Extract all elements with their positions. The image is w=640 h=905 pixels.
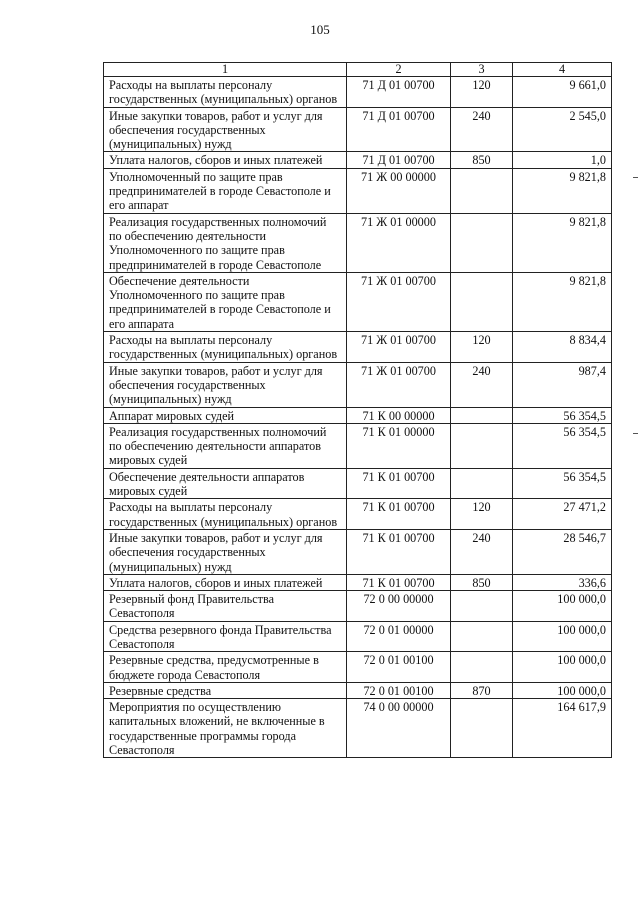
amount-cell: 2 545,0 <box>513 107 612 152</box>
table-row <box>104 407 612 423</box>
amount-cell: 8 834,4 <box>513 332 612 363</box>
target-code-cell: 72 0 00 00000 <box>347 591 451 622</box>
column-header: 1 <box>104 63 347 77</box>
expense-type-cell: 850 <box>451 574 513 590</box>
expense-type-cell <box>451 699 513 758</box>
expense-name-cell: Средства резервного фонда Правительства Севастополя <box>104 621 347 652</box>
expense-type-cell <box>451 407 513 423</box>
amount-cell: 987,4 <box>513 362 612 407</box>
amount-cell: 56 354,5 <box>513 423 612 468</box>
target-code-cell: 71 Ж 01 00700 <box>347 362 451 407</box>
table-row <box>104 529 612 574</box>
amount-cell: 9 821,8 <box>513 272 612 331</box>
target-code-cell: 71 Ж 01 00000 <box>347 213 451 272</box>
target-code-cell: 71 Ж 00 00000 <box>347 168 451 213</box>
target-code-cell: 71 Д 01 00700 <box>347 152 451 168</box>
table-row <box>104 77 612 108</box>
expense-name-cell: Иные закупки товаров, работ и услуг для обеспечения государственных (муниципальных) нужд <box>104 362 347 407</box>
table-row <box>104 168 612 213</box>
expense-type-cell: 120 <box>451 77 513 108</box>
amount-cell: 56 354,5 <box>513 468 612 499</box>
target-code-cell: 74 0 00 00000 <box>347 699 451 758</box>
table-row <box>104 574 612 590</box>
expense-type-cell: 120 <box>451 332 513 363</box>
target-code-cell: 72 0 01 00100 <box>347 652 451 683</box>
target-code-cell: 72 0 01 00000 <box>347 621 451 652</box>
amount-cell: 100 000,0 <box>513 591 612 622</box>
table-body <box>104 77 612 758</box>
expense-type-cell <box>451 621 513 652</box>
amount-cell: 9 821,8 <box>513 168 612 213</box>
target-code-cell: 71 Д 01 00700 <box>347 77 451 108</box>
expense-type-cell <box>451 272 513 331</box>
table-row <box>104 107 612 152</box>
expense-type-cell: 240 <box>451 107 513 152</box>
target-code-cell: 71 К 01 00700 <box>347 468 451 499</box>
table-row <box>104 591 612 622</box>
amount-cell: 1,0 <box>513 152 612 168</box>
target-code-cell: 71 К 01 00000 <box>347 423 451 468</box>
amount-cell: 28 546,7 <box>513 529 612 574</box>
table-row <box>104 423 612 468</box>
expense-type-cell <box>451 213 513 272</box>
amount-cell: 100 000,0 <box>513 682 612 698</box>
table-header-row <box>104 63 612 77</box>
expense-name-cell: Расходы на выплаты персоналу государственных (муниципальных) органов <box>104 77 347 108</box>
expense-name-cell: Резервные средства, предусмотренные в бюджете города Севастополя <box>104 652 347 683</box>
table-row <box>104 652 612 683</box>
table-row <box>104 152 612 168</box>
expense-name-cell: Иные закупки товаров, работ и услуг для обеспечения государственных (муниципальных) нужд <box>104 107 347 152</box>
expense-name-cell: Резервный фонд Правительства Севастополя <box>104 591 347 622</box>
expense-type-cell <box>451 591 513 622</box>
amount-cell: 56 354,5 <box>513 407 612 423</box>
expense-name-cell: Расходы на выплаты персоналу государственных (муниципальных) органов <box>104 332 347 363</box>
expense-type-cell: 240 <box>451 362 513 407</box>
margin-mark <box>633 433 638 434</box>
expense-name-cell: Уполномоченный по защите прав предпринимателей в городе Севастополе и его аппарат <box>104 168 347 213</box>
expense-name-cell: Расходы на выплаты персоналу государственных (муниципальных) органов <box>104 499 347 530</box>
table-row <box>104 621 612 652</box>
table-row <box>104 499 612 530</box>
table-row <box>104 682 612 698</box>
expense-name-cell: Обеспечение деятельности аппаратов мировых судей <box>104 468 347 499</box>
expense-type-cell: 120 <box>451 499 513 530</box>
expense-type-cell: 870 <box>451 682 513 698</box>
table-row <box>104 468 612 499</box>
expense-name-cell: Резервные средства <box>104 682 347 698</box>
target-code-cell: 71 К 01 00700 <box>347 574 451 590</box>
expense-type-cell <box>451 652 513 683</box>
expense-type-cell <box>451 168 513 213</box>
table-row <box>104 362 612 407</box>
target-code-cell: 71 К 01 00700 <box>347 529 451 574</box>
amount-cell: 9 821,8 <box>513 213 612 272</box>
table-row <box>104 699 612 758</box>
target-code-cell: 71 Д 01 00700 <box>347 107 451 152</box>
amount-cell: 27 471,2 <box>513 499 612 530</box>
target-code-cell: 71 К 01 00700 <box>347 499 451 530</box>
table-row <box>104 272 612 331</box>
table-row <box>104 213 612 272</box>
column-header: 2 <box>347 63 451 77</box>
expense-name-cell: Реализация государственных полномочий по обеспечению деятельности Уполномоченного по защите прав предпринимателей в городе Севастополе <box>104 213 347 272</box>
amount-cell: 100 000,0 <box>513 621 612 652</box>
amount-cell: 336,6 <box>513 574 612 590</box>
margin-mark <box>633 177 638 178</box>
target-code-cell: 71 Ж 01 00700 <box>347 332 451 363</box>
expense-type-cell <box>451 468 513 499</box>
target-code-cell: 71 К 00 00000 <box>347 407 451 423</box>
expense-name-cell: Уплата налогов, сборов и иных платежей <box>104 152 347 168</box>
column-header: 4 <box>513 63 612 77</box>
amount-cell: 100 000,0 <box>513 652 612 683</box>
budget-table <box>103 62 612 758</box>
expense-name-cell: Реализация государственных полномочий по обеспечению деятельности аппаратов мировых судей <box>104 423 347 468</box>
table-row <box>104 332 612 363</box>
amount-cell: 164 617,9 <box>513 699 612 758</box>
expense-name-cell: Уплата налогов, сборов и иных платежей <box>104 574 347 590</box>
expense-type-cell: 850 <box>451 152 513 168</box>
expense-name-cell: Иные закупки товаров, работ и услуг для обеспечения государственных (муниципальных) нужд <box>104 529 347 574</box>
expense-type-cell: 240 <box>451 529 513 574</box>
expense-name-cell: Обеспечение деятельности Уполномоченного по защите прав предпринимателей в городе Севастополе и его аппарата <box>104 272 347 331</box>
column-header: 3 <box>451 63 513 77</box>
target-code-cell: 71 Ж 01 00700 <box>347 272 451 331</box>
page-number: 105 <box>310 22 330 37</box>
expense-name-cell: Мероприятия по осуществлению капитальных вложений, не включенные в государственные программы города Севастополя <box>104 699 347 758</box>
amount-cell: 9 661,0 <box>513 77 612 108</box>
target-code-cell: 72 0 01 00100 <box>347 682 451 698</box>
expense-name-cell: Аппарат мировых судей <box>104 407 347 423</box>
expense-type-cell <box>451 423 513 468</box>
